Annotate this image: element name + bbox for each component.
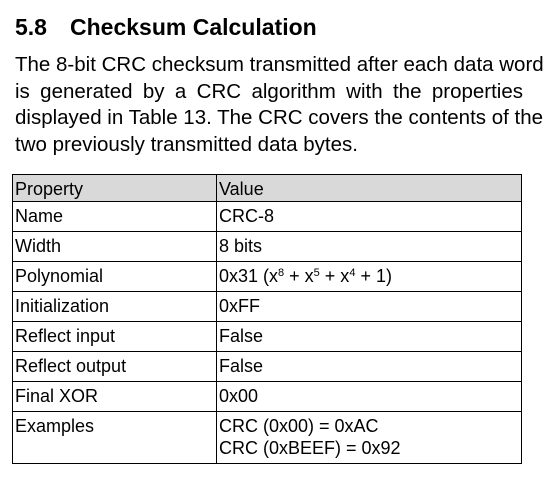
value-cell: 8 bits — [217, 232, 522, 262]
table-row — [13, 292, 522, 322]
table-row — [13, 202, 522, 232]
polynomial-exponent: 8 — [278, 267, 285, 279]
value-cell: CRC-8 — [217, 202, 522, 232]
example-line: CRC (0xBEEF) = 0x92 — [219, 438, 401, 458]
section-heading — [15, 12, 317, 42]
value-cell: 0xFF — [217, 292, 522, 322]
property-cell: Final XOR — [13, 382, 217, 412]
table-row — [13, 232, 522, 262]
property-cell: Reflect output — [13, 352, 217, 382]
intro-line: displayed in Table 13. The CRC covers the contents of the — [15, 106, 543, 129]
value-cell-polynomial — [217, 262, 522, 292]
polynomial-text: 0x31 (x — [219, 266, 279, 286]
value-cell: False — [217, 322, 522, 352]
section-title: Checksum Calculation — [70, 14, 317, 40]
property-cell: Initialization — [13, 292, 217, 322]
polynomial-exponent: 5 — [313, 267, 320, 279]
table-header-row — [13, 175, 522, 202]
intro-line: two previously transmitted data bytes. — [15, 132, 358, 156]
column-header-property: Property — [13, 175, 217, 202]
property-cell: Width — [13, 232, 217, 262]
intro-line: is generated by a CRC algorithm with the properties — [15, 79, 523, 103]
intro-line: The 8-bit CRC checksum transmitted after each data word — [15, 53, 544, 76]
table-row — [13, 382, 522, 412]
crc-properties-table — [12, 174, 522, 464]
intro-paragraph — [15, 52, 544, 158]
example-line: CRC (0x00) = 0xAC — [219, 416, 379, 436]
table-row — [13, 352, 522, 382]
value-cell-examples — [217, 412, 522, 464]
table-row — [13, 262, 522, 292]
column-header-value: Value — [217, 175, 522, 202]
value-cell: 0x00 — [217, 382, 522, 412]
property-cell: Reflect input — [13, 322, 217, 352]
property-cell: Examples — [13, 412, 217, 464]
table-row — [13, 322, 522, 352]
polynomial-text: + 1) — [355, 266, 392, 286]
property-cell: Name — [13, 202, 217, 232]
section-number: 5.8 — [15, 14, 47, 40]
table-row — [13, 412, 522, 464]
polynomial-text: + x — [319, 266, 350, 286]
value-cell: False — [217, 352, 522, 382]
polynomial-text: + x — [284, 266, 314, 286]
polynomial-exponent: 4 — [349, 267, 356, 279]
property-cell: Polynomial — [13, 262, 217, 292]
